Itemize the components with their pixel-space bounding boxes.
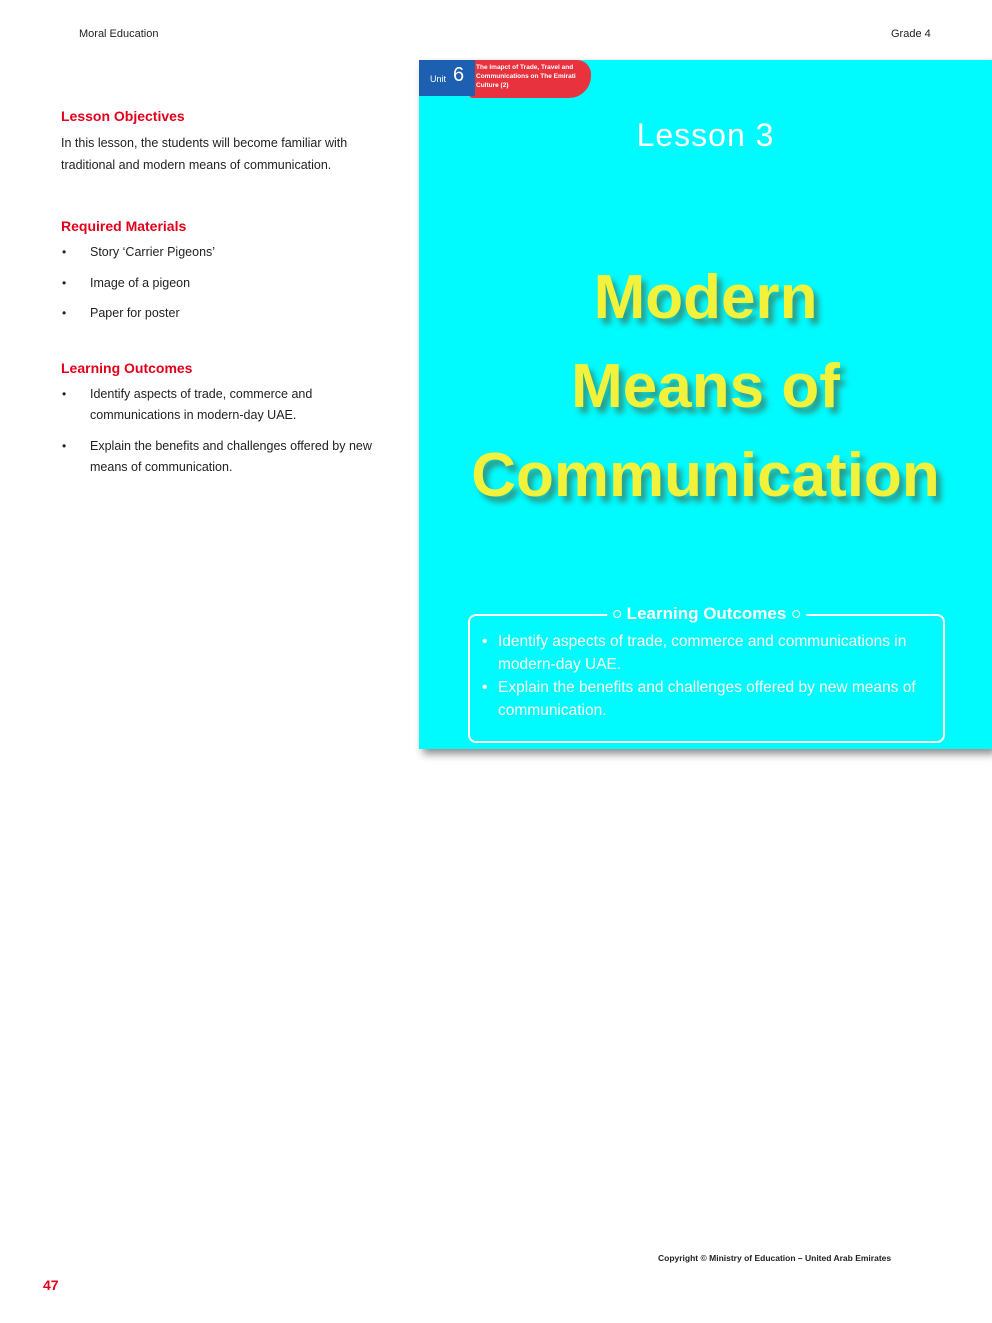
materials-item: [61, 242, 391, 264]
unit-tag: [419, 60, 594, 98]
objectives-title: Lesson Objectives: [61, 108, 185, 124]
bullet-icon: •: [62, 386, 67, 401]
cover-title: [419, 253, 992, 520]
cover-outcomes-heading: [607, 604, 807, 624]
cover-title-line: Means of: [571, 352, 840, 421]
unit-label: Unit: [430, 74, 447, 84]
outcomes-list: [61, 384, 391, 479]
materials-item-text: Image of a pigeon: [90, 275, 191, 290]
outcomes-item-text: Identify aspects of trade, commerce and communications in modern-day UAE.: [90, 386, 313, 422]
page-number: 47: [43, 1277, 59, 1293]
bullet-icon: •: [62, 245, 67, 259]
outcomes-item-text: Explain the benefits and challenges offered by new means of communication.: [90, 438, 372, 474]
subject-header: Moral Education: [79, 28, 159, 40]
bullet-icon: •: [62, 438, 67, 453]
cover-title-line: Communication: [471, 441, 940, 510]
cover-outcomes-list: [482, 630, 932, 722]
cover-outcomes-item: [482, 676, 932, 722]
bullet-icon: •: [62, 275, 67, 290]
materials-item: [61, 303, 391, 325]
cover-outcomes-title: Learning Outcomes: [626, 604, 787, 623]
outcomes-item: [61, 384, 391, 427]
lesson-cover: [419, 60, 992, 749]
outcomes-item: [61, 436, 391, 479]
lesson-notes: [61, 108, 391, 488]
bullet-icon: •: [62, 306, 67, 320]
unit-badge: [419, 60, 475, 96]
cover-outcomes-box: [468, 604, 945, 743]
objectives-text: In this lesson, the students will become familiar with traditional and modern means of communication.: [61, 136, 348, 172]
cover-outcomes-item-text: Explain the benefits and challenges offered by new means of communication.: [498, 679, 916, 719]
materials-item: [61, 273, 391, 295]
cover-title-line: Modern: [593, 263, 818, 332]
materials-title: Required Materials: [61, 218, 187, 234]
materials-item-text: Paper for poster: [90, 306, 180, 320]
ring-icon: [792, 610, 800, 618]
ring-icon: [613, 610, 621, 618]
bullet-icon: •: [482, 679, 488, 696]
grade-header: Grade 4: [891, 28, 931, 40]
unit-number: 6: [453, 64, 465, 86]
bullet-icon: •: [482, 633, 488, 650]
cover-outcomes-item-text: Identify aspects of trade, commerce and communications in modern-day UAE.: [498, 633, 907, 673]
outcomes-title: Learning Outcomes: [61, 359, 193, 376]
copyright: Copyright © Ministry of Education – United Arab Emirates: [658, 1253, 892, 1263]
materials-item-text: Story ‘Carrier Pigeons’: [90, 245, 216, 259]
materials-list: [61, 242, 391, 325]
cover-outcomes-item: [482, 630, 932, 676]
unit-title: The Imapct of Trade, Travel and Communications on The Emirati Culture (2): [476, 64, 576, 89]
lesson-label: Lesson 3: [636, 117, 775, 153]
